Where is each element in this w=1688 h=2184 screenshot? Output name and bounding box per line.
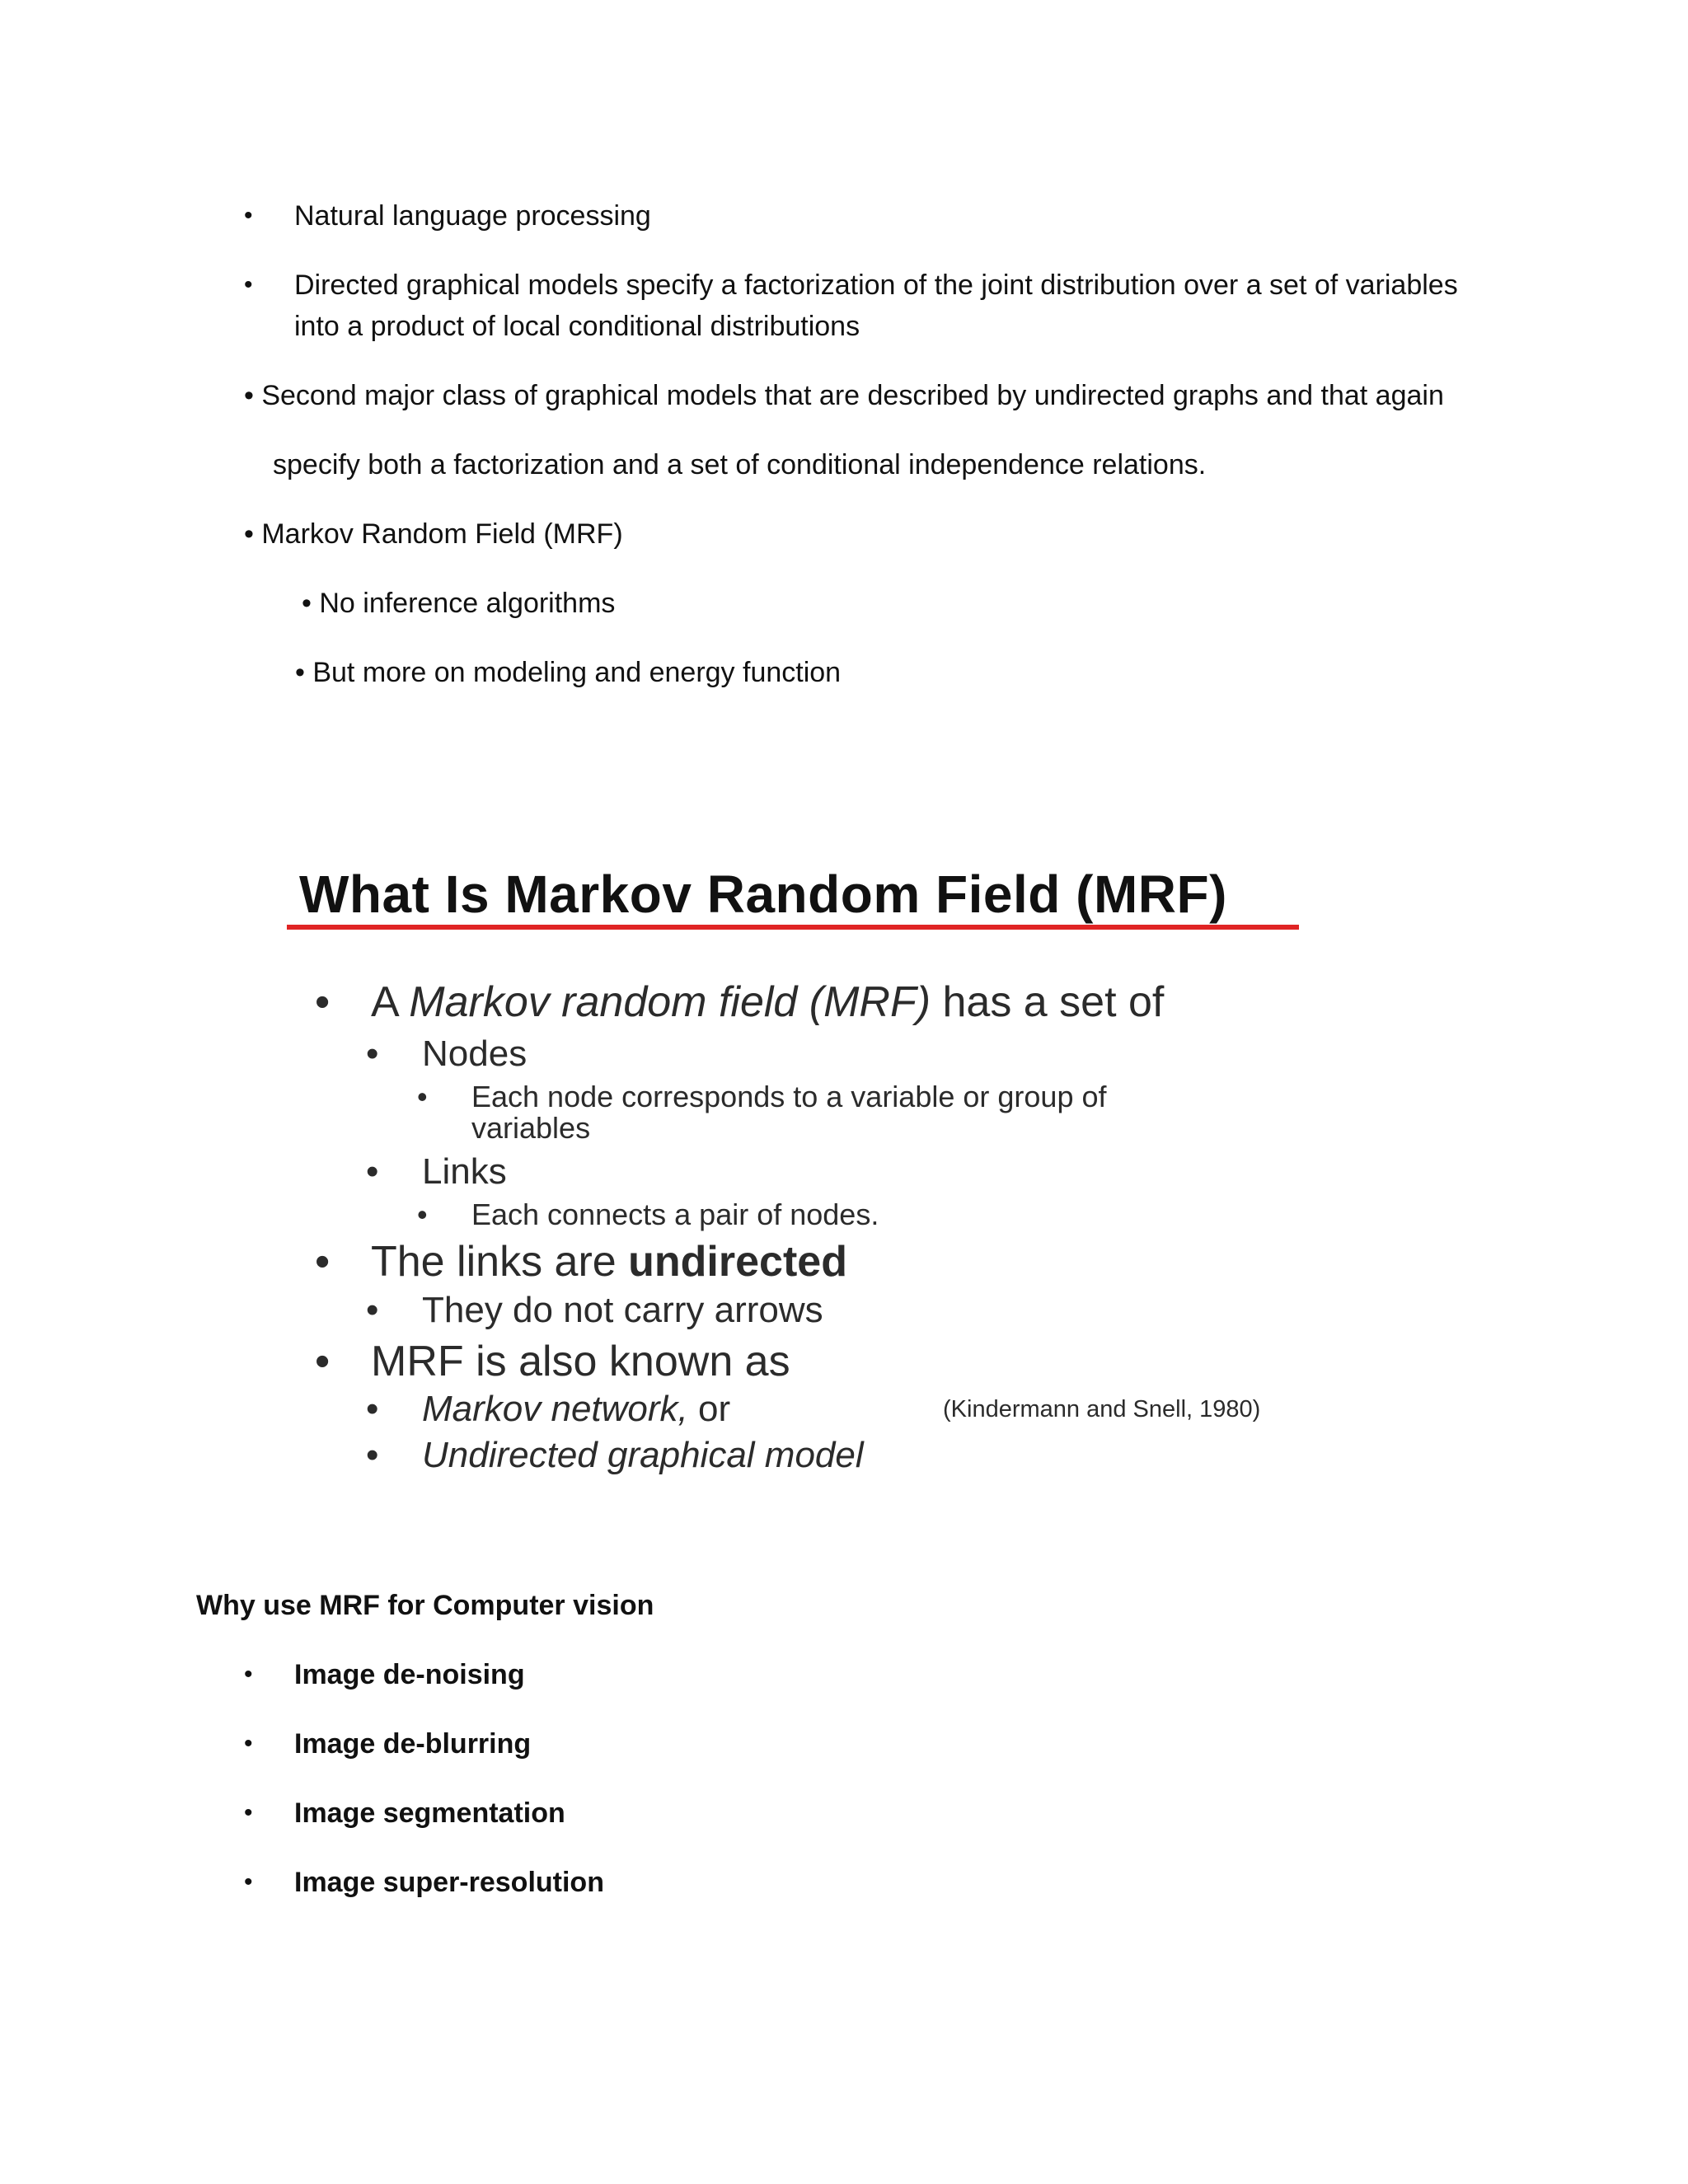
slide-bullet: • xyxy=(315,1338,331,1385)
section-heading-why-mrf: Why use MRF for Computer vision xyxy=(196,1590,654,1621)
slide-sub-links-desc: Each connects a pair of nodes. xyxy=(471,1197,879,1231)
slide-bullet: • xyxy=(417,1080,428,1113)
list-item-mrf: • Markov Random Field (MRF) xyxy=(244,518,623,550)
slide-bullet: • xyxy=(315,1238,331,1286)
bullet-dot: • xyxy=(244,1868,253,1896)
list-item-super-resolution: Image super-resolution xyxy=(294,1867,604,1898)
list-item-segmentation: Image segmentation xyxy=(294,1797,565,1829)
bullet-dot: • xyxy=(244,1661,253,1688)
slide-title-underline xyxy=(287,925,1299,930)
slide-citation: (Kindermann and Snell, 1980) xyxy=(943,1396,1261,1422)
bullet-dot: • xyxy=(244,1799,253,1826)
slide-sub-nodes: Nodes xyxy=(422,1033,528,1074)
slide-sub-nodes-desc-line2: variables xyxy=(471,1111,591,1145)
slide-bullet: • xyxy=(366,1151,379,1192)
slide-bullet-undirected: The links are undirected xyxy=(371,1238,847,1286)
slide-sub-markov-network: Markov network, or xyxy=(422,1389,731,1429)
list-item-second-class-line2: specify both a factorization and a set of conditional independence relations. xyxy=(273,449,1207,480)
slide-sub-undirected-graphical-model: Undirected graphical model xyxy=(422,1435,864,1475)
bullet-dot: • xyxy=(244,1730,253,1757)
slide-bullet: • xyxy=(366,1033,379,1074)
slide-bullet: • xyxy=(315,978,331,1026)
slide-bullet: • xyxy=(417,1197,428,1231)
list-item-second-class-line1: • Second major class of graphical models that are described by undirected graphs and that again xyxy=(244,380,1444,411)
list-item-denoising: Image de-noising xyxy=(294,1659,525,1690)
list-item-directed-line2: into a product of local conditional distributions xyxy=(294,311,860,342)
bullet-dot: • xyxy=(244,271,253,298)
slide-bullet: • xyxy=(366,1290,379,1330)
list-item-deblurring: Image de-blurring xyxy=(294,1728,532,1760)
slide-bullet-also-known: MRF is also known as xyxy=(371,1338,790,1385)
slide-bullet-mrf-definition: A Markov random field (MRF) has a set of xyxy=(371,978,1165,1026)
slide-sub-links: Links xyxy=(422,1151,507,1192)
slide-bullet: • xyxy=(366,1435,379,1475)
list-item-directed-line1: Directed graphical models specify a factorization of the joint distribution over a set of variables xyxy=(294,269,1458,301)
bullet-dot: • xyxy=(244,202,253,229)
list-item-no-inference: • No inference algorithms xyxy=(302,588,616,619)
list-item-modeling: • But more on modeling and energy function xyxy=(295,657,842,688)
slide-bullet: • xyxy=(366,1389,379,1429)
slide-sub-no-arrows: They do not carry arrows xyxy=(422,1290,823,1330)
slide-title: What Is Markov Random Field (MRF) xyxy=(299,865,1227,924)
slide-sub-nodes-desc-line1: Each node corresponds to a variable or group of xyxy=(471,1080,1107,1113)
list-item-nlp: Natural language processing xyxy=(294,200,651,232)
